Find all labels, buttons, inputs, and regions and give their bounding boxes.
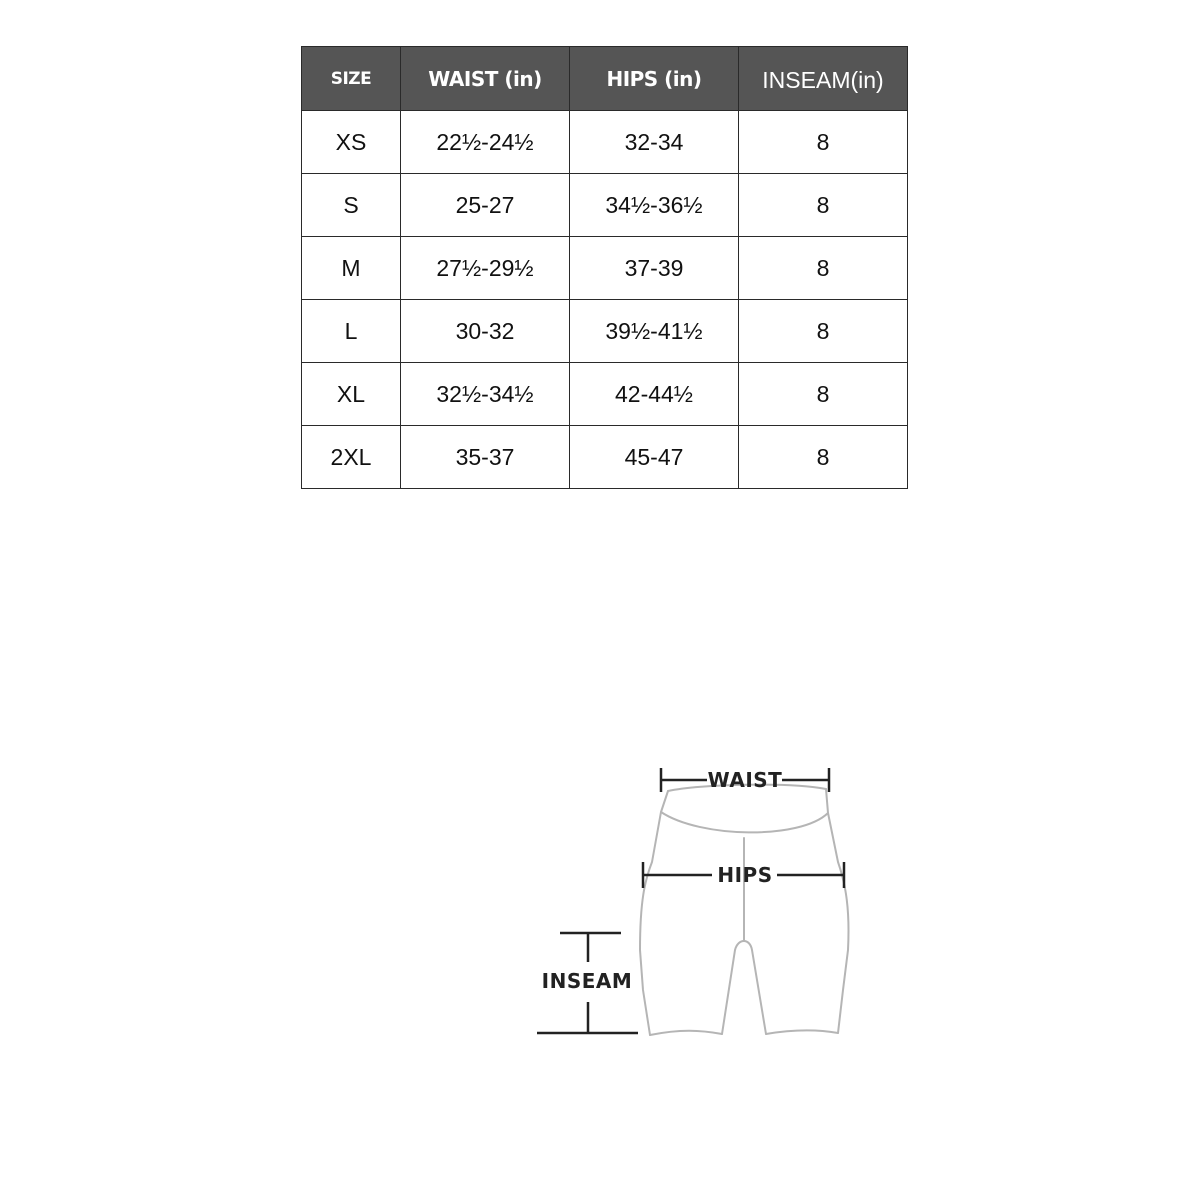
cell-size: S [302, 174, 401, 237]
shorts-outline [640, 785, 849, 1035]
cell-waist: 27½-29½ [401, 237, 570, 300]
cell-waist: 22½-24½ [401, 111, 570, 174]
cell-waist: 30-32 [401, 300, 570, 363]
hips-label: HIPS [717, 863, 773, 887]
cell-hips: 37-39 [570, 237, 739, 300]
inner-legs [722, 941, 766, 1034]
header-size: SIZE [302, 47, 401, 111]
waist-label: WAIST [707, 768, 783, 792]
right-hem [766, 1030, 838, 1034]
left-side [640, 791, 668, 1035]
cell-waist: 32½-34½ [401, 363, 570, 426]
cell-hips: 34½-36½ [570, 174, 739, 237]
cell-size: M [302, 237, 401, 300]
cell-inseam: 8 [739, 174, 908, 237]
measurement-lines [537, 768, 844, 1033]
cell-size: L [302, 300, 401, 363]
cell-inseam: 8 [739, 426, 908, 489]
waistband-bottom [661, 812, 828, 832]
cell-hips: 39½-41½ [570, 300, 739, 363]
cell-size: XS [302, 111, 401, 174]
header-hips: HIPS (in) [570, 47, 739, 111]
left-hem [650, 1031, 722, 1035]
cell-hips: 42-44½ [570, 363, 739, 426]
cell-inseam: 8 [739, 363, 908, 426]
right-side [826, 789, 849, 1033]
cell-inseam: 8 [739, 300, 908, 363]
cell-waist: 35-37 [401, 426, 570, 489]
header-inseam: INSEAM(in) [739, 47, 908, 111]
cell-hips: 32-34 [570, 111, 739, 174]
cell-inseam: 8 [739, 237, 908, 300]
cell-inseam: 8 [739, 111, 908, 174]
cell-size: 2XL [302, 426, 401, 489]
cell-waist: 25-27 [401, 174, 570, 237]
cell-size: XL [302, 363, 401, 426]
inseam-label: INSEAM [541, 969, 633, 993]
cell-hips: 45-47 [570, 426, 739, 489]
header-waist: WAIST (in) [401, 47, 570, 111]
